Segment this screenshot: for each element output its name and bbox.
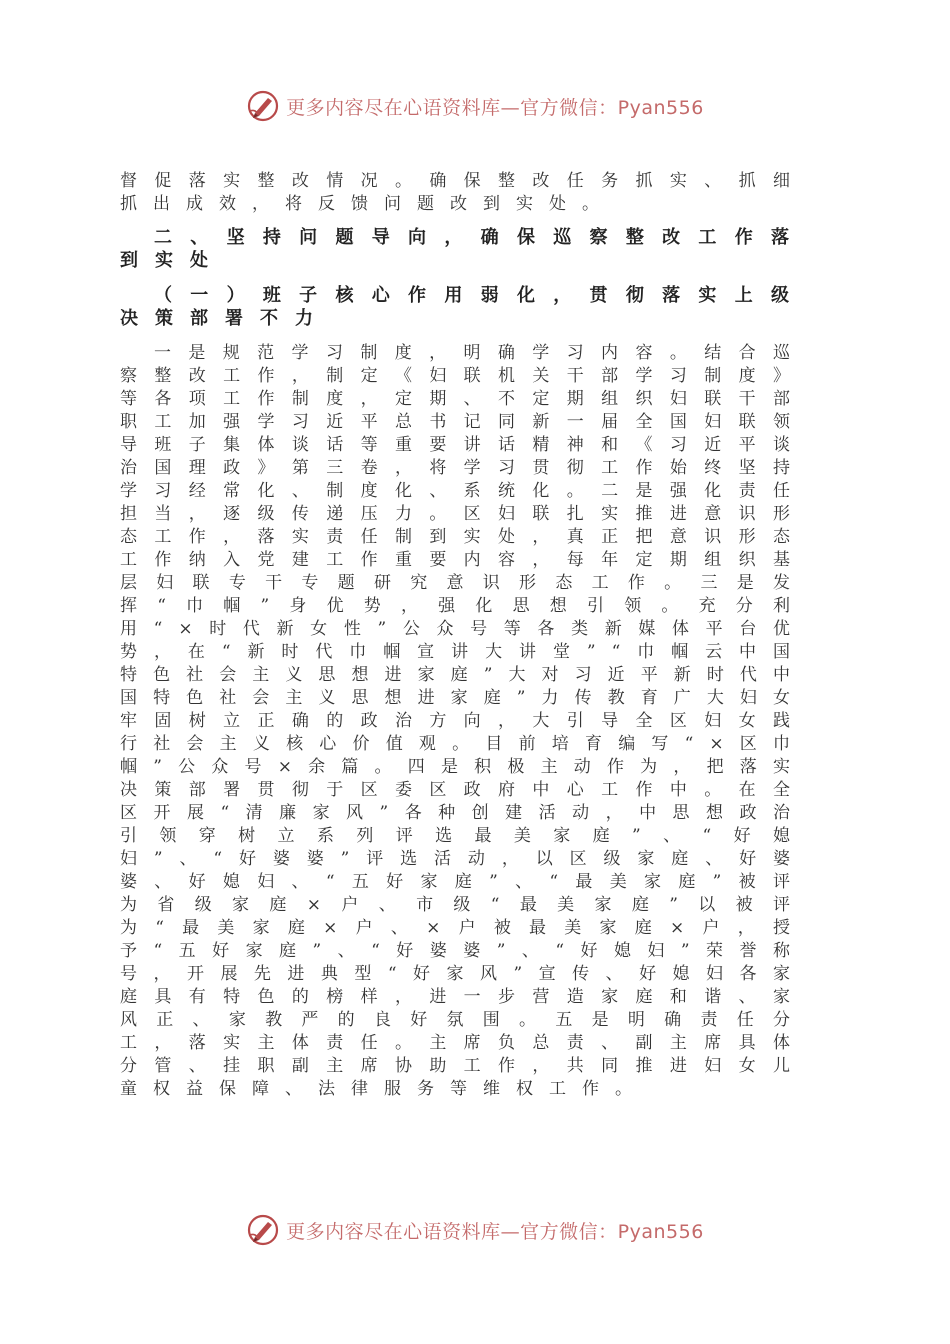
pen-logo-icon	[246, 1213, 280, 1247]
wechat-id: Pyan556	[617, 96, 704, 119]
section-heading: 二、坚持问题导向，确保巡察整改工作落到实处	[120, 227, 806, 271]
document-content	[120, 170, 806, 1101]
pen-logo-icon	[246, 89, 280, 123]
banner-text	[286, 93, 704, 120]
banner-text	[286, 1217, 704, 1244]
banner-slogan: 更多内容尽在心语资料库—官方微信：	[286, 1220, 618, 1243]
wechat-id: Pyan556	[617, 1220, 704, 1243]
body-paragraph: 一是规范学习制度，明确学习内容。结合巡察整改工作，制定《妇联机关干部学习制度》等各项工作制度，定期、不定期组织妇联干部职工加强学习近平总书记同新一届全国妇联领导班子集体谈话等重要讲话精神和《习近平谈治国理政》第三卷，将学习贯彻工作始终坚持学习经常化、制度化、系统化。二是强化责任担当，逐级传递压力。区妇联扎实推进意识形态工作，落实责任制到实处，真正把意识形态工作纳入党建工作重要内容，每年定期组织基层妇联专干专题研究意识形态工作。三是发挥“巾帼”身优势，强化思想引领。充分利用“×时代新女性”公众号等各类新媒体平台优势，在“新时代巾帼宣讲大讲堂”“巾帼云中国特色社会主义思想进家庭”大对习近平新时代中国特色社会主义思想进家庭”力传教育广大妇女牢固树立正确的政治方向，大引导全区妇女践行社会主义核心价值观。目前培育编写“×区巾帼”公众号×余篇。四是积极主动作为，把落实决策部署贯彻于区委区政府中心工作中。在全区开展“清廉家风”各种创建活动，中思想政治引领穿树立系列评选最美家庭”、“好媳妇”、“好婆婆”评选活动，以区级家庭、好婆婆、好媳妇、“五好家庭”、“最美家庭”被评为省级家庭×户、市级“最美家庭”以被评为“最美家庭×户、×户被最美家庭×户，授予“五好家庭”、“好婆婆”、“好媳妇”荣誉称号，开展先进典型“好家风”宣传、好媳妇各家庭具有特色的榜样，进一步营造家庭和谐、家风正、家教严的良好氛围。五是明确责任分工，落实主体责任。主席负总责、副主席具体分管、挂职副主席协助工作，共同推进妇女儿童权益保障、法律服务等维权工作。	[120, 343, 806, 1099]
intro-paragraph: 督促落实整改情况。确保整改任务抓实、抓细抓出成效，将反馈问题改到实处。	[120, 171, 806, 214]
banner-slogan: 更多内容尽在心语资料库—官方微信：	[286, 96, 618, 119]
subsection-heading: （一）班子核心作用弱化，贯彻落实上级决策部署不力	[120, 285, 806, 329]
footer-banner	[0, 1208, 950, 1252]
header-banner	[0, 84, 950, 128]
